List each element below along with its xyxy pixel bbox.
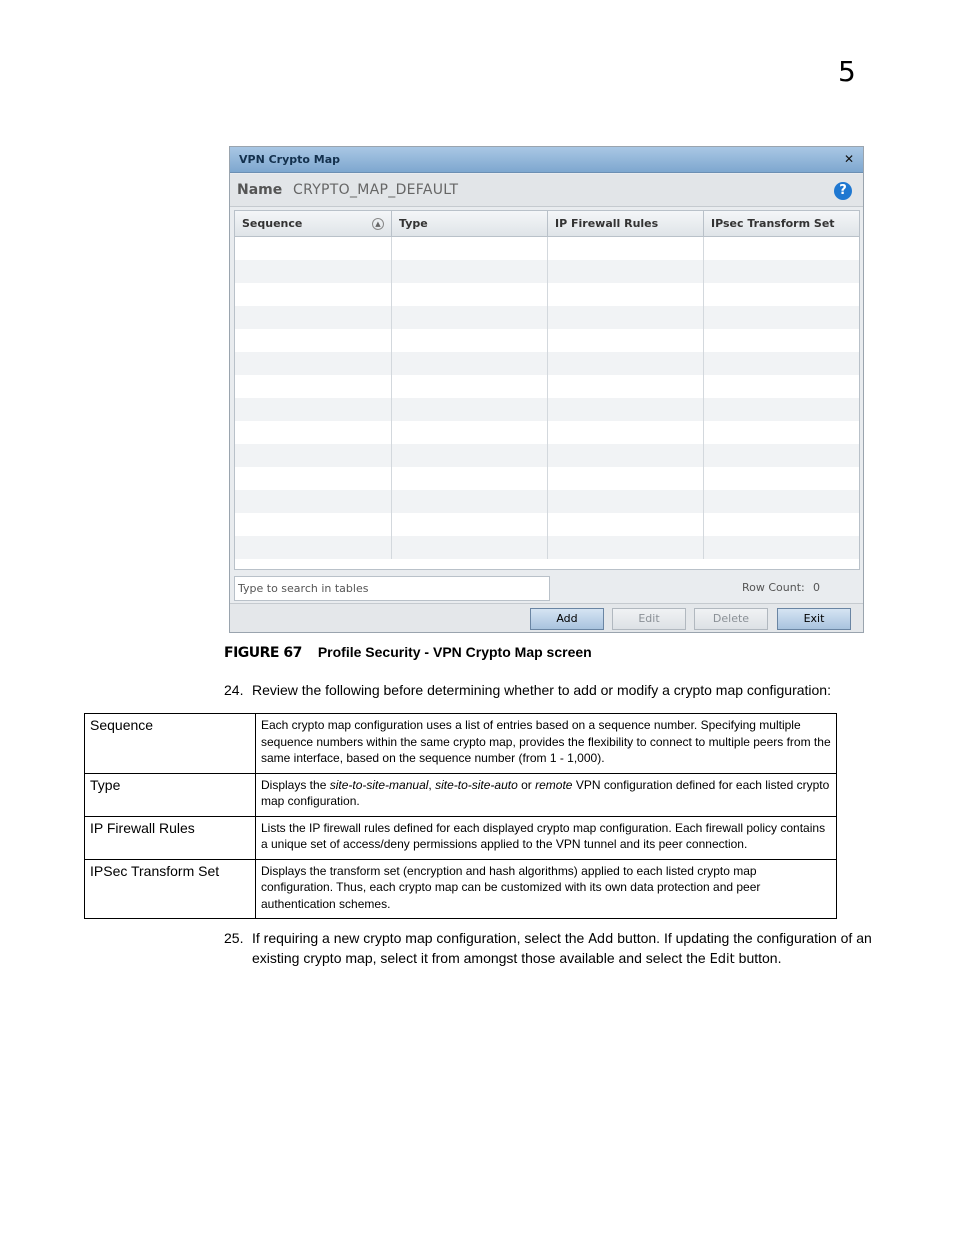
column-header-type[interactable]: Type bbox=[392, 211, 548, 237]
name-label: Name bbox=[237, 182, 283, 198]
table-row bbox=[85, 714, 837, 774]
name-row bbox=[230, 174, 863, 207]
table-row[interactable] bbox=[235, 398, 859, 421]
text-run: remote bbox=[535, 777, 573, 792]
table-cell bbox=[392, 490, 548, 513]
table-row[interactable] bbox=[235, 306, 859, 329]
table-cell bbox=[235, 375, 392, 398]
table-cell bbox=[392, 467, 548, 490]
table-cell bbox=[235, 398, 392, 421]
table-cell bbox=[548, 237, 704, 260]
step-text: Review the following before determining whether to add or modify a crypto map configuration: bbox=[252, 682, 831, 698]
help-icon[interactable]: ? bbox=[834, 182, 852, 200]
table-row[interactable] bbox=[235, 467, 859, 490]
table-cell bbox=[704, 467, 859, 490]
text-run: VPN configuration defined for each listed crypto map configuration. bbox=[261, 777, 830, 808]
text-run: Displays the bbox=[261, 777, 330, 792]
table-cell bbox=[392, 306, 548, 329]
table-cell bbox=[235, 237, 392, 260]
table-header bbox=[235, 211, 859, 237]
field-definition bbox=[256, 773, 837, 816]
text-run: If requiring a new crypto map configuration, select the bbox=[252, 930, 589, 946]
table-cell bbox=[392, 536, 548, 559]
text-run: button. If updating the configuration of an existing crypto map, select it from amongst those available and select the bbox=[252, 930, 872, 966]
text-run: , bbox=[428, 777, 436, 792]
field-term: IP Firewall Rules bbox=[85, 816, 256, 859]
table-cell bbox=[392, 398, 548, 421]
table-row bbox=[85, 816, 837, 859]
table-cell bbox=[235, 306, 392, 329]
table-cell bbox=[704, 490, 859, 513]
table-row[interactable] bbox=[235, 260, 859, 283]
table-cell bbox=[235, 467, 392, 490]
table-cell bbox=[548, 421, 704, 444]
field-description-table bbox=[84, 713, 837, 919]
table-cell bbox=[548, 536, 704, 559]
row-count-label: Row Count: bbox=[742, 581, 805, 594]
text-run: site-to-site-manual bbox=[329, 777, 429, 792]
text-run: or bbox=[517, 777, 536, 792]
table-row[interactable] bbox=[235, 329, 859, 352]
text-run: Lists the IP firewall rules defined for each displayed crypto map configuration. Each firewall policy contains a unique set of access/deny permissions applied to the VPN tunnel and its peer connection. bbox=[261, 820, 826, 851]
vpn-crypto-map-dialog bbox=[229, 146, 864, 633]
field-term: Sequence bbox=[85, 714, 256, 774]
chapter-number: 5 bbox=[838, 55, 856, 88]
table-cell bbox=[704, 260, 859, 283]
dialog-title: VPN Crypto Map bbox=[239, 153, 341, 166]
table-cell bbox=[392, 352, 548, 375]
edit-button[interactable]: Edit bbox=[612, 608, 686, 630]
text-run: button. bbox=[734, 950, 782, 966]
table-cell bbox=[235, 329, 392, 352]
table-cell bbox=[704, 237, 859, 260]
table-cell bbox=[548, 444, 704, 467]
table-cell bbox=[704, 444, 859, 467]
table-cell bbox=[392, 329, 548, 352]
table-cell bbox=[392, 283, 548, 306]
table-cell bbox=[235, 260, 392, 283]
table-cell bbox=[392, 444, 548, 467]
text-run: Each crypto map configuration uses a list of entries based on a sequence number. Specifying multiple sequence numbers within the same crypto map, provides the flexibility to connect to multiple peers from the same interface, based on the sequence number (from 1 - 1,000). bbox=[261, 718, 831, 765]
table-cell bbox=[392, 237, 548, 260]
table-cell bbox=[235, 444, 392, 467]
delete-button[interactable]: Delete bbox=[694, 608, 768, 630]
table-row bbox=[85, 859, 837, 919]
table-cell bbox=[235, 283, 392, 306]
field-definition bbox=[256, 816, 837, 859]
field-term: Type bbox=[85, 773, 256, 816]
crypto-map-table bbox=[234, 210, 860, 570]
row-count-value: 0 bbox=[813, 581, 820, 594]
table-cell bbox=[704, 352, 859, 375]
add-reference: Add bbox=[588, 932, 614, 947]
table-cell bbox=[392, 513, 548, 536]
column-header-ip-firewall-rules[interactable]: IP Firewall Rules bbox=[548, 211, 704, 237]
step-24 bbox=[224, 681, 874, 700]
table-cell bbox=[704, 421, 859, 444]
table-cell bbox=[235, 490, 392, 513]
field-term: IPSec Transform Set bbox=[85, 859, 256, 919]
field-definition bbox=[256, 714, 837, 774]
table-cell bbox=[548, 467, 704, 490]
name-value: CRYPTO_MAP_DEFAULT bbox=[293, 182, 459, 198]
table-cell bbox=[392, 421, 548, 444]
step-text bbox=[252, 929, 874, 969]
step-25 bbox=[224, 929, 874, 969]
table-cell bbox=[235, 513, 392, 536]
table-cell bbox=[392, 375, 548, 398]
table-cell bbox=[548, 513, 704, 536]
exit-button[interactable]: Exit bbox=[777, 608, 851, 630]
table-cell bbox=[704, 306, 859, 329]
table-cell bbox=[704, 375, 859, 398]
figure-title: Profile Security - VPN Crypto Map screen bbox=[317, 644, 592, 660]
table-row[interactable] bbox=[235, 444, 859, 467]
table-cell bbox=[548, 490, 704, 513]
table-row[interactable] bbox=[235, 421, 859, 444]
table-cell bbox=[548, 352, 704, 375]
field-definition bbox=[256, 859, 837, 919]
table-cell bbox=[548, 306, 704, 329]
table-cell bbox=[548, 283, 704, 306]
table-cell bbox=[704, 398, 859, 421]
sort-ascending-icon[interactable]: ▲ bbox=[372, 218, 384, 230]
add-button[interactable]: Add bbox=[530, 608, 604, 630]
table-cell bbox=[235, 421, 392, 444]
edit-reference: Edit bbox=[709, 952, 735, 967]
table-cell bbox=[548, 375, 704, 398]
column-header-ipsec-transform-set[interactable]: IPsec Transform Set bbox=[711, 217, 835, 230]
table-cell bbox=[235, 352, 392, 375]
step-number: 24. bbox=[224, 682, 244, 698]
table-cell bbox=[548, 329, 704, 352]
table-cell bbox=[704, 513, 859, 536]
table-cell bbox=[235, 536, 392, 559]
column-label: Sequence bbox=[242, 217, 303, 230]
table-cell bbox=[704, 536, 859, 559]
table-row[interactable] bbox=[235, 352, 859, 375]
table-row[interactable] bbox=[235, 375, 859, 398]
dialog-titlebar bbox=[230, 147, 863, 173]
table-cell bbox=[548, 398, 704, 421]
table-body bbox=[235, 237, 859, 569]
figure-number: FIGURE 67 bbox=[224, 645, 302, 661]
search-input[interactable]: Type to search in tables bbox=[234, 576, 550, 601]
table-row bbox=[85, 773, 837, 816]
table-cell bbox=[704, 329, 859, 352]
table-cell bbox=[704, 283, 859, 306]
table-row[interactable] bbox=[235, 490, 859, 513]
table-row[interactable] bbox=[235, 536, 859, 559]
table-row[interactable] bbox=[235, 513, 859, 536]
text-run: site-to-site-auto bbox=[435, 777, 518, 792]
close-icon[interactable]: ✕ bbox=[843, 152, 854, 166]
table-row[interactable] bbox=[235, 237, 859, 260]
table-row[interactable] bbox=[235, 283, 859, 306]
column-header-sequence[interactable] bbox=[235, 211, 392, 237]
table-cell bbox=[548, 260, 704, 283]
table-cell bbox=[392, 260, 548, 283]
button-bar bbox=[230, 603, 863, 632]
text-run: Displays the transform set (encryption and hash algorithms) applied to each listed crypto map configuration. Thus, each crypto map can be customized with its own data protection and peer authentication schemes. bbox=[261, 863, 761, 911]
step-number: 25. bbox=[224, 930, 244, 946]
figure-caption bbox=[224, 644, 592, 661]
